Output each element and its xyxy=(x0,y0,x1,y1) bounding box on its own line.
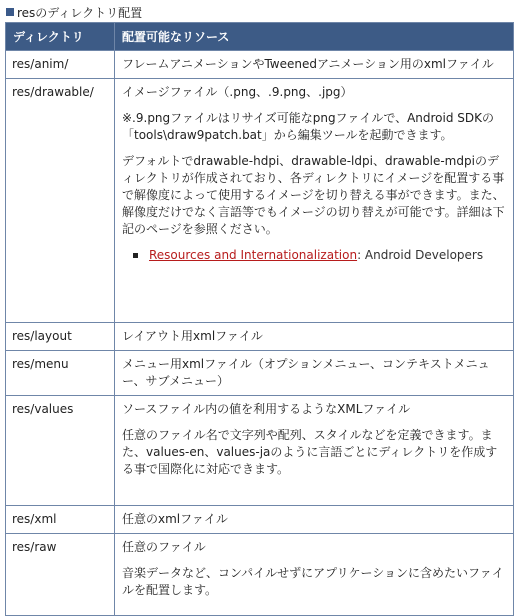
res-directory-table xyxy=(5,22,514,616)
header-directory: ディレクトリ xyxy=(6,23,115,51)
row-detail: 任意のファイル名で文字列や配列、スタイルなどを定義できます。また、values-en、values-jaのように言語ごとにディレクトリを作成する事で国際化に対応できます。 xyxy=(122,428,498,476)
row-directory: res/raw xyxy=(6,534,115,616)
row-resources xyxy=(115,323,514,351)
row-desc: メニュー用xmlファイル（オプションメニュー、コンテキストメニュー、サブメニュー） xyxy=(122,357,490,388)
row-resources xyxy=(115,396,514,506)
row-note: ※.9.pngファイルはリサイズ可能なpngファイルで、Android SDKの「tools\draw9patch.bat」から編集ツールを起動できます。 xyxy=(122,111,495,142)
row-directory: res/menu xyxy=(6,351,115,396)
row-desc: 任意のファイル xyxy=(122,540,206,554)
row-detail: デフォルトでdrawable-hdpi、drawable-ldpi、drawable-mdpiのディレクトリが作成されており、各ディレクトリにイメージを配置する事で解像度によって使用するイメージを切り替える事ができます。また、解像度だけでなく言語等でもイメージの切り替えが可能です。詳細は下記のページを参照ください。 xyxy=(122,154,505,236)
row-resources xyxy=(115,506,514,534)
row-directory: res/xml xyxy=(6,506,115,534)
header-resources: 配置可能なリソース xyxy=(115,23,514,51)
table-caption xyxy=(6,5,142,19)
row-desc: レイアウト用xmlファイル xyxy=(122,329,263,343)
row-resources xyxy=(115,351,514,396)
table-header-row xyxy=(6,23,514,51)
square-bullet-icon xyxy=(6,8,14,16)
row-desc: フレームアニメーションやTweenedアニメーション用のxmlファイル xyxy=(122,57,494,71)
row-detail: 音楽データなど、コンパイルせずにアプリケーションに含めたいファイルを配置します。 xyxy=(122,566,504,597)
row-desc: ソースファイル内の値を利用するようなXMLファイル xyxy=(122,402,411,416)
table-row xyxy=(6,351,514,396)
row-directory: res/anim/ xyxy=(6,51,115,79)
row-desc: イメージファイル（.png、.9.png、.jpg） xyxy=(122,85,353,99)
table-row xyxy=(6,79,514,323)
row-directory: res/drawable/ xyxy=(6,79,115,323)
link-suffix: : Android Developers xyxy=(357,248,484,262)
resources-i18n-link[interactable]: Resources and Internationalization xyxy=(149,248,358,262)
table-row xyxy=(6,534,514,616)
table-row xyxy=(6,51,514,79)
list-item xyxy=(149,247,506,264)
reference-list xyxy=(122,247,506,264)
table-row xyxy=(6,323,514,351)
row-resources xyxy=(115,51,514,79)
caption-text: resのディレクトリ配置 xyxy=(17,5,143,20)
row-directory: res/layout xyxy=(6,323,115,351)
table-row xyxy=(6,396,514,506)
row-desc: 任意のxmlファイル xyxy=(122,512,228,526)
row-directory: res/values xyxy=(6,396,115,506)
row-resources xyxy=(115,79,514,323)
row-resources xyxy=(115,534,514,616)
table-row xyxy=(6,506,514,534)
